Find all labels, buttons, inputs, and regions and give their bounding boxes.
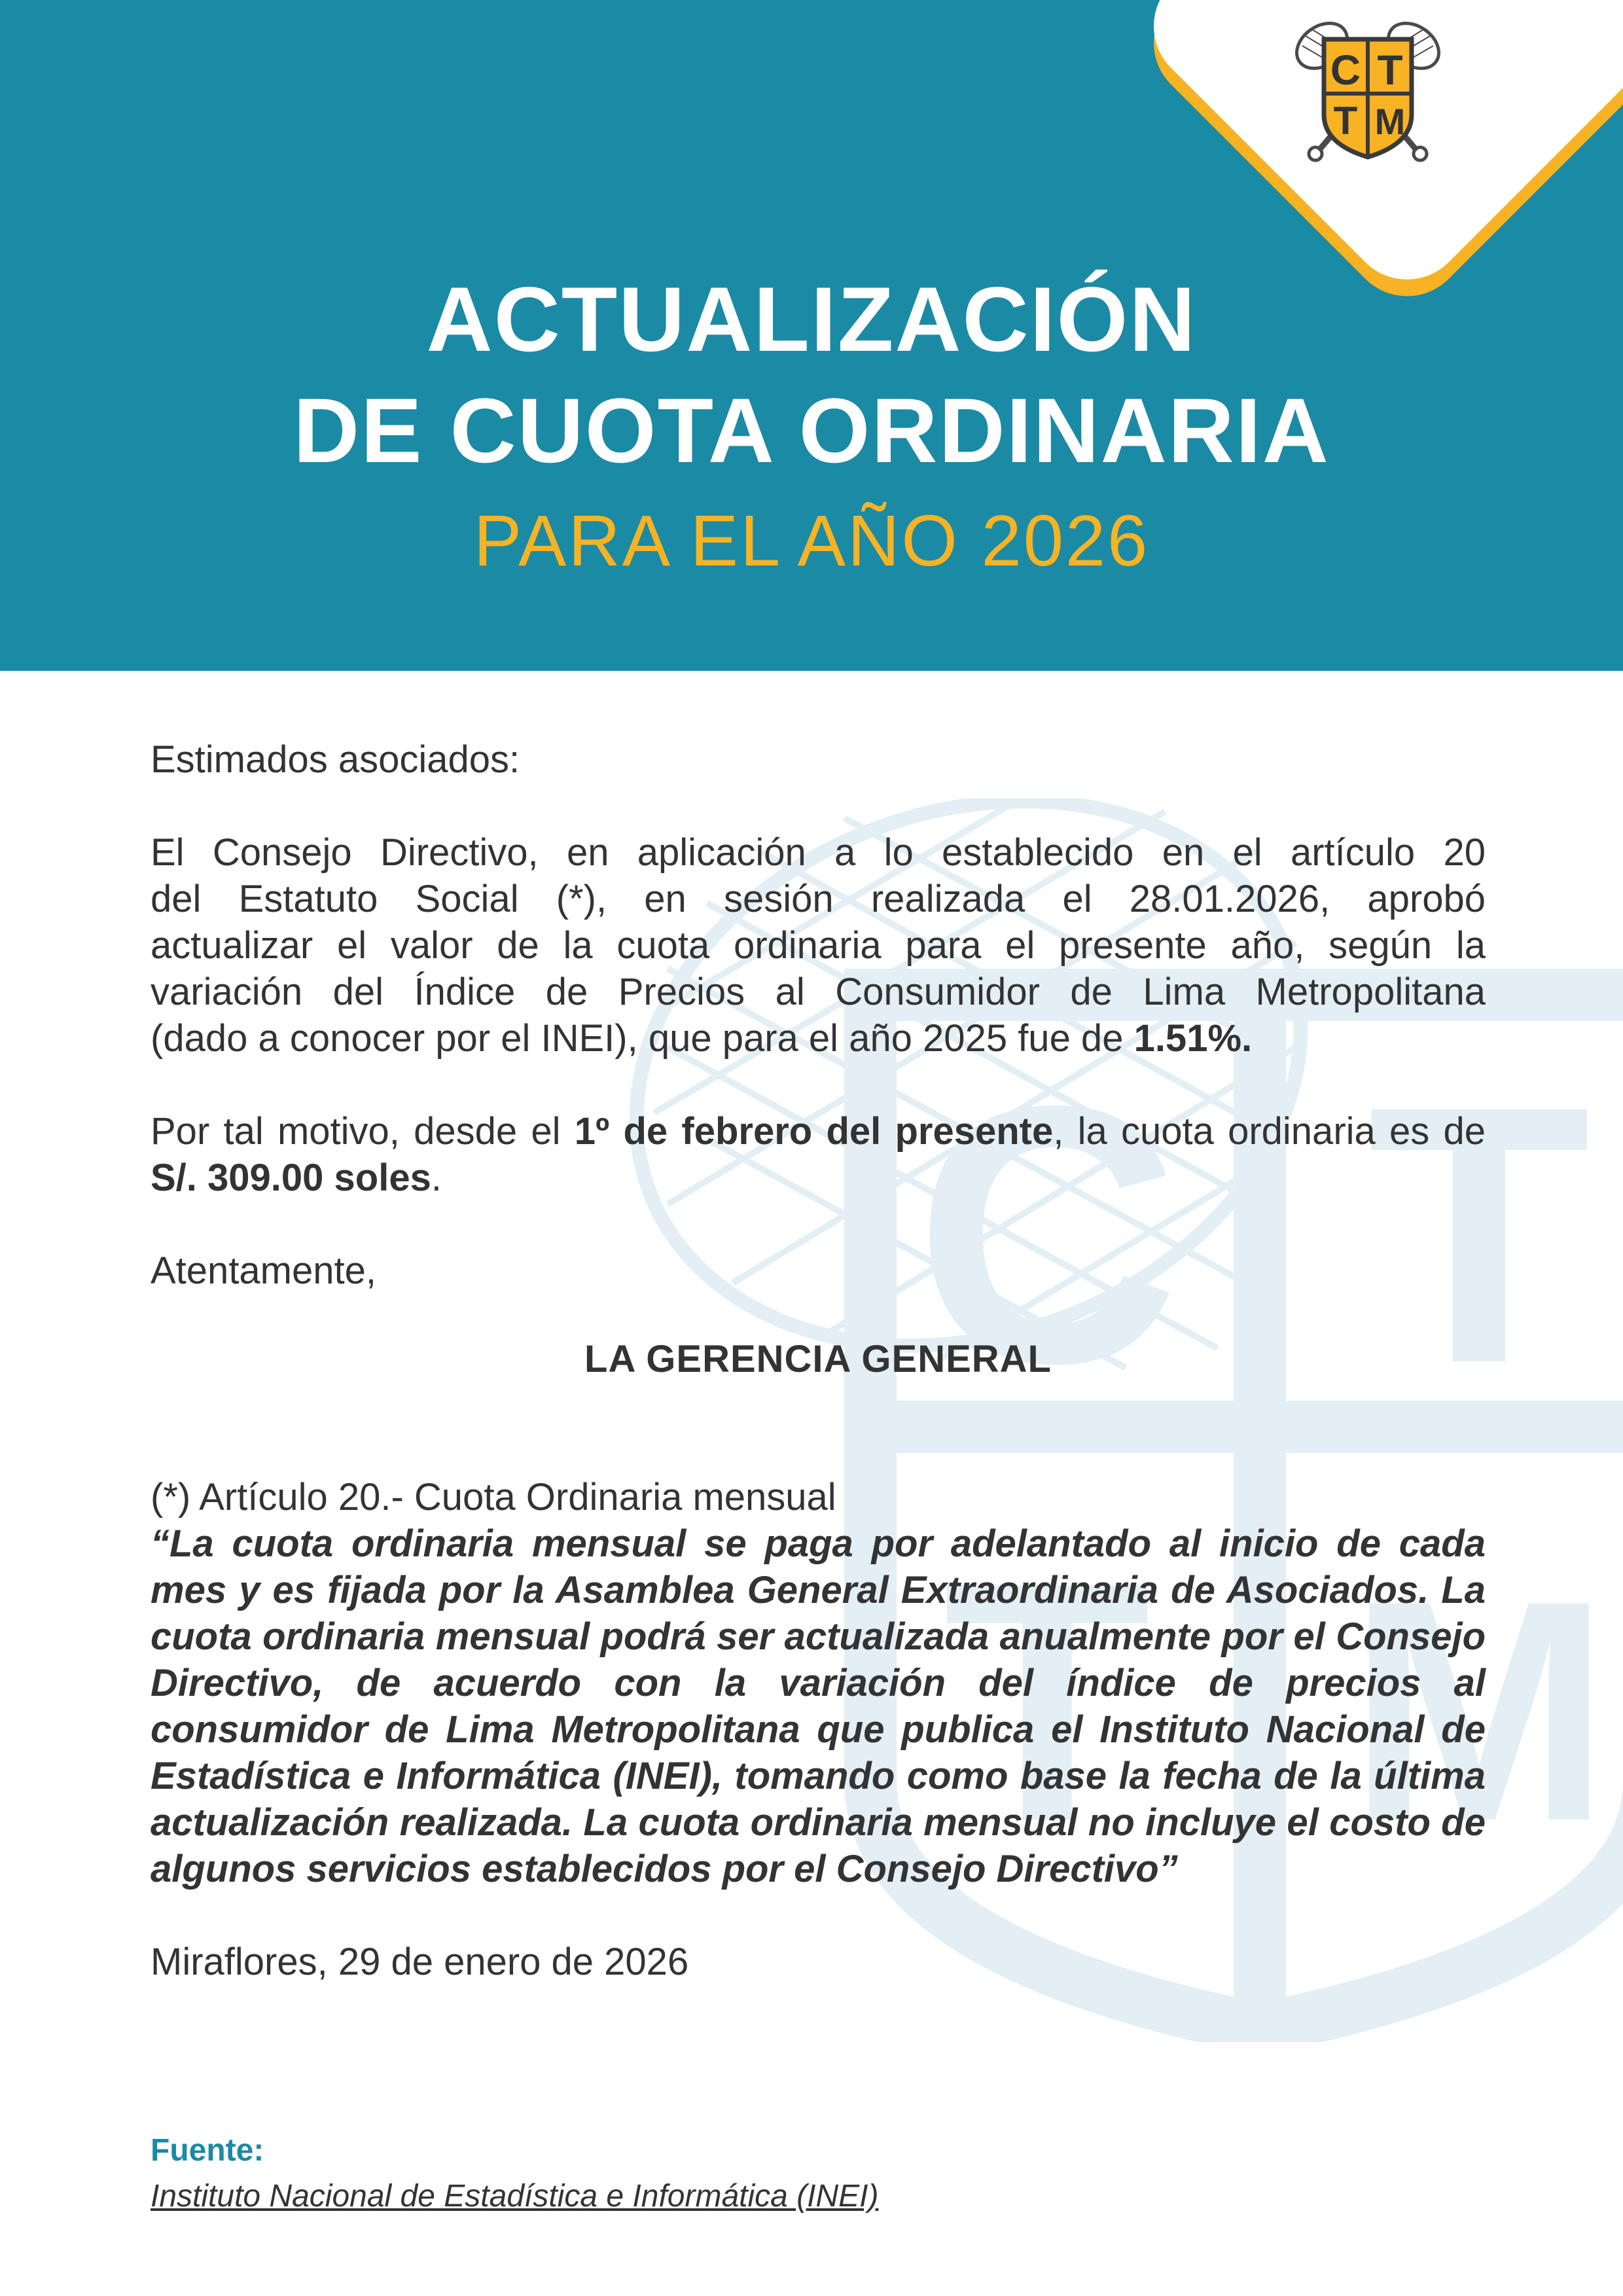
article-quote: “La cuota ordinaria mensual se paga por adelantado al inicio de cada mes y es fijada por la Asamblea General Extraordinaria de Asociados. La cuota ordinaria mensual podrá ser actualizada anualmente por el Consejo Directivo, de acuerdo con la variación del índice de precios al consumidor de Lima Metropolitana que publica el Instituto Nacional de Estadística e Informática (INEI), tomando como base la fecha de la última actualización realizada. La cuota ordinaria mensual no incluye el costo de algunos servicios establecidos por el Consejo Directivo” [151, 1522, 1486, 1890]
paragraph-consejo [151, 829, 1486, 1062]
cuota-text-prefix: Por tal motivo, desde el [151, 1110, 575, 1153]
signature: LA GERENCIA GENERAL [584, 1338, 1052, 1380]
club-logo [1293, 16, 1443, 167]
logo-letter-m: M [1374, 101, 1406, 142]
logo-letter-c: C [1330, 46, 1361, 94]
watermark-letter-t1: T [1366, 1030, 1592, 1439]
ipc-percentage: 1.51%. [1133, 1017, 1253, 1060]
greeting: Estimados asociados: [151, 738, 520, 781]
paragraph-line [151, 1015, 1486, 1062]
watermark-letter-m: M [1348, 1535, 1610, 1886]
paragraph-line: El Consejo Directivo, en aplicación a lo establecido en el artículo 20 [151, 831, 1486, 874]
source-link[interactable]: Instituto Nacional de Estadística e Informática (INEI) [151, 2179, 879, 2214]
paragraph-line: del Estatuto Social (*), en sesión realizada el 28.01.2026, aprobó [151, 878, 1486, 920]
inei-text: (dado a conocer por el INEI), que para el año 2025 fue de [151, 1017, 1134, 1060]
letter-body [151, 736, 1486, 1985]
watermark-letter-t2: T [943, 1512, 1151, 1892]
subtitle: PARA EL AÑO 2026 [473, 501, 1150, 581]
title-line-2: DE CUOTA ORDINARIA [293, 379, 1330, 482]
paragraph-line: actualizar el valor de la cuota ordinaria para el presente año, según la [151, 924, 1486, 967]
cuota-text-suffix: . [431, 1157, 442, 1199]
paragraph-line: variación del Índice de Precios al Consumidor de Lima Metropolitana [151, 971, 1486, 1013]
logo-letter-t1: T [1377, 46, 1403, 94]
watermark-letter-c: C [914, 1030, 1180, 1439]
source-label: Fuente: [151, 2133, 264, 2168]
crossed-rackets-shield-icon [1293, 16, 1443, 160]
header-band [0, 0, 1623, 671]
effective-date: 1º de febrero del presente [574, 1110, 1054, 1153]
fee-amount: S/. 309.00 soles [151, 1157, 431, 1199]
article-heading: (*) Artículo 20.- Cuota Ordinaria mensual [151, 1476, 836, 1518]
closing: Atentamente, [151, 1249, 376, 1292]
title-line-1: ACTUALIZACIÓN [426, 268, 1197, 370]
cuota-text-middle: , la cuota ordinaria es de [1053, 1110, 1486, 1153]
logo-letter-t2: T [1333, 99, 1358, 143]
place-date: Miraflores, 29 de enero de 2026 [151, 1941, 689, 1983]
paragraph-cuota [151, 1108, 1486, 1201]
